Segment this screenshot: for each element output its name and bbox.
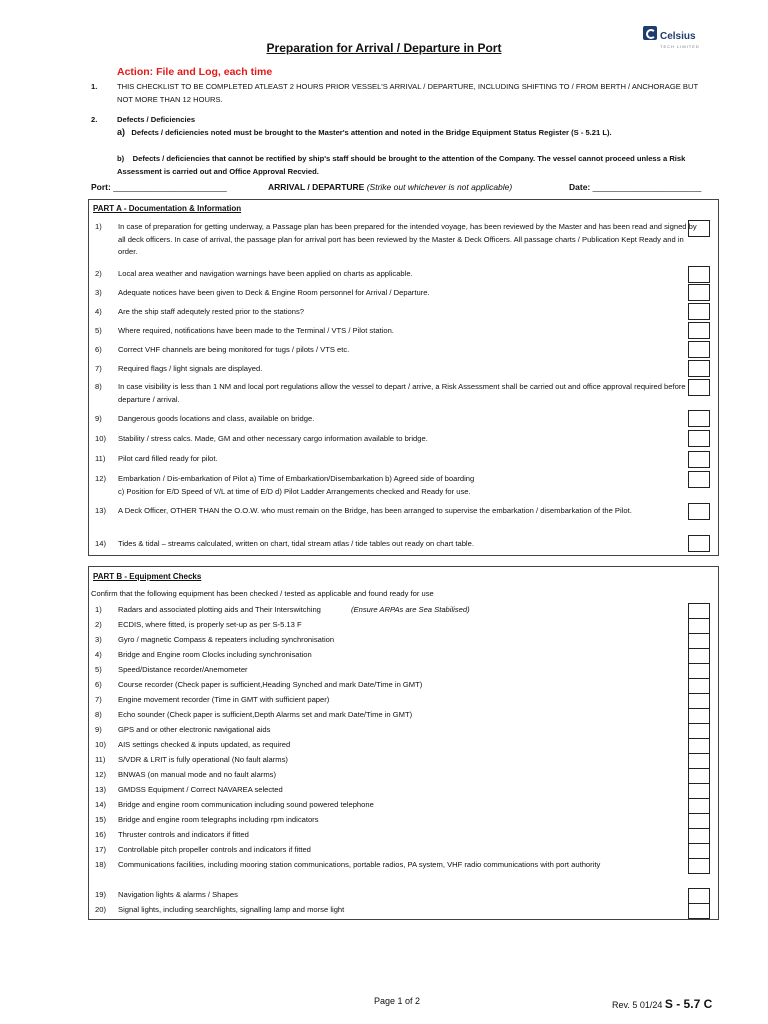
item-text: Stability / stress calcs. Made, GM and other necessary cargo information available to bridge. (118, 434, 428, 443)
part-b-checkbox-13[interactable] (688, 783, 710, 799)
item-number: 19) (95, 890, 106, 899)
item-text: Are the ship staff adequtely rested prior to the stations? (118, 307, 305, 316)
item-text: Echo sounder (Check paper is sufficient,Depth Alarms set and mark Date/Time in GMT) (118, 710, 413, 719)
part-b-checkbox-17[interactable] (688, 843, 710, 859)
item-number: 14) (95, 539, 106, 548)
intro-2-text: Defects / Deficiencies (117, 115, 196, 124)
defect-a-text: Defects / deficiencies noted must be brought to the Master's attention and noted in the Bridge Equipment Status Register (S - 5.21 L). (131, 128, 612, 137)
celsius-logo-icon (643, 26, 657, 40)
part-b-checkbox-12[interactable] (688, 768, 710, 784)
item-number: 20) (95, 905, 106, 914)
defect-b-text: Defects / deficiencies that cannot be rectified by ship's staff should be brought to the attention of the Company. The vessel cannot proceed unless a Risk Assessment is carried out and Office Approval Recvied. (117, 154, 686, 176)
item-text: Signal lights, including searchlights, signalling lamp and morse light (118, 905, 345, 914)
part-b-checkbox-1[interactable] (688, 603, 710, 619)
part-a-checkbox-3[interactable] (688, 284, 710, 301)
item-number: 1) (95, 222, 102, 231)
part-a-checkbox-12[interactable] (688, 471, 710, 488)
item-text: In case of preparation for getting underway, a Passage plan has been prepared for the intended voyage, has been reviewed by the Master and has been read and signed by all deck officers. In case of arrival, the passage plan for arrival port has been reviewed by the Master & Deck Officers. All passage charts / Publication Kept Ready and in order. (118, 222, 697, 256)
item-text: Controllable pitch propeller controls and indicators if fitted (118, 845, 311, 854)
part-b-checkbox-10[interactable] (688, 738, 710, 754)
part-b-checkbox-8[interactable] (688, 708, 710, 724)
defect-a (117, 126, 715, 139)
item-text: In case visibility is less than 1 NM and local port regulations allow the vessel to depart / arrive, a Risk Assessment shall be carried out and office approval required before departure / arrival. (118, 382, 686, 404)
item-text: Bridge and Engine room Clocks including synchronisation (118, 650, 312, 659)
page-number: Page 1 of 2 (374, 996, 421, 1006)
mode-note: (Strike out whichever is not applicable) (366, 182, 513, 192)
part-b-checkbox-7[interactable] (688, 693, 710, 709)
item-number: 10) (95, 434, 106, 443)
item-number: 8) (95, 382, 102, 391)
item-text: S/VDR & LRIT is fully operational (No fault alarms) (118, 755, 288, 764)
port-field[interactable] (91, 182, 227, 192)
item-text: GMDSS Equipment / Correct NAVAREA selected (118, 785, 283, 794)
part-a-checkbox-11[interactable] (688, 451, 710, 468)
item-number: 7) (95, 364, 102, 373)
item-text: Adequate notices have been given to Deck & Engine Room personnel for Arrival / Departure. (118, 288, 430, 297)
item-number: 4) (95, 650, 102, 659)
item-text: Embarkation / Dis-embarkation of Pilot a) Time of Embarkation/Disembarkation b) Agreed side of boarding (118, 474, 475, 483)
item-text: Bridge and engine room communication including sound powered telephone (118, 800, 374, 809)
part-a-checkbox-6[interactable] (688, 341, 710, 358)
part-a-checkbox-1[interactable] (688, 220, 710, 237)
page-title: Preparation for Arrival / Departure in Port (266, 41, 502, 55)
item-number: 8) (95, 710, 102, 719)
item-text: Thruster controls and indicators if fitted (118, 830, 249, 839)
item-number: 11) (95, 755, 106, 764)
mode-line (268, 182, 512, 192)
defect-a-label: a) (117, 127, 126, 137)
action-note: Action: File and Log, each time (117, 66, 273, 78)
item-text: Tides & tidal – streams calculated, written on chart, tidal stream atlas / tide tables out ready on chart table. (118, 539, 474, 548)
logo-name: Celsius (660, 31, 696, 42)
part-a-checkbox-13[interactable] (688, 503, 710, 520)
item-text: Communications facilities, including mooring station communications, portable radios, PA system, VHF radio communications with port authority (118, 860, 601, 869)
item-number: 12) (95, 770, 106, 779)
item-number: 14) (95, 800, 106, 809)
part-a-checkbox-5[interactable] (688, 322, 710, 339)
part-a-checkbox-7[interactable] (688, 360, 710, 377)
item-text: c) Position for E/D Speed of V/L at time of E/D d) Pilot Ladder Arrangements checked and Ready for use. (118, 487, 471, 496)
date-blank: _______________________ (592, 182, 702, 192)
item-number: 4) (95, 307, 102, 316)
intro-1-number: 1. (91, 82, 98, 91)
item-number: 2) (95, 269, 102, 278)
port-label: Port: (91, 182, 111, 192)
date-field[interactable] (569, 182, 701, 192)
port-blank: ________________________ (113, 182, 227, 192)
item-text: Where required, notifications have been made to the Terminal / VTS / Pilot station. (118, 326, 394, 335)
part-b-checkbox-14[interactable] (688, 798, 710, 814)
form-code: S - 5.7 C (664, 997, 713, 1011)
date-label: Date: (569, 182, 591, 192)
item-number: 17) (95, 845, 106, 854)
item-text: Course recorder (Check paper is sufficient,Heading Synched and mark Date/Time in GMT) (118, 680, 423, 689)
part-b-checkbox-4[interactable] (688, 648, 710, 664)
item-number: 15) (95, 815, 106, 824)
item-text: Engine movement recorder (Time in GMT with sufficient paper) (118, 695, 330, 704)
item-number: 6) (95, 345, 102, 354)
item-text: Pilot card filled ready for pilot. (118, 454, 218, 463)
part-b-checkbox-16[interactable] (688, 828, 710, 844)
item-text: Speed/Distance recorder/Anemometer (118, 665, 248, 674)
item-number: 16) (95, 830, 106, 839)
part-a-checkbox-4[interactable] (688, 303, 710, 320)
part-b-checkbox-2[interactable] (688, 618, 710, 634)
item-number: 2) (95, 620, 102, 629)
part-b-checkbox-18[interactable] (688, 858, 710, 874)
item-emphasis: (Ensure ARPAs are Sea Stabilised) (351, 605, 470, 614)
part-a-checkbox-8[interactable] (688, 379, 710, 396)
item-number: 6) (95, 680, 102, 689)
mode-label: ARRIVAL / DEPARTURE (268, 182, 365, 192)
revision-text: Rev. 5 01/24 (612, 1000, 663, 1010)
logo-subtitle: TECH LIMITED (660, 44, 700, 49)
part-b-checkbox-9[interactable] (688, 723, 710, 739)
part-a-checkbox-2[interactable] (688, 266, 710, 283)
item-number: 1) (95, 605, 102, 614)
item-text: A Deck Officer, OTHER THAN the O.O.W. who must remain on the Bridge, has been arranged to supervise the embarkation / disembarkation of the Pilot. (118, 506, 632, 515)
item-text: Required flags / light signals are displayed. (118, 364, 263, 373)
item-number: 10) (95, 740, 106, 749)
part-a-checkbox-14[interactable] (688, 535, 710, 552)
item-number: 9) (95, 414, 102, 423)
item-number: 12) (95, 474, 106, 483)
part-b-checkbox-15[interactable] (688, 813, 710, 829)
item-number: 18) (95, 860, 106, 869)
defect-b (117, 152, 715, 178)
revision (612, 997, 712, 1011)
item-number: 3) (95, 635, 102, 644)
part-b-heading: PART B - Equipment Checks (93, 572, 202, 581)
item-number: 13) (95, 785, 106, 794)
part-b-intro: Confirm that the following equipment has been checked / tested as applicable and found ready for use (91, 589, 434, 598)
defect-b-label: b) (117, 154, 125, 163)
part-b-checkbox-20[interactable] (688, 903, 710, 919)
item-number: 11) (95, 454, 106, 463)
item-number: 5) (95, 665, 102, 674)
item-text: ECDIS, where fitted, is properly set-up as per S-5.13 F (118, 620, 302, 629)
part-a-checkbox-10[interactable] (688, 430, 710, 447)
part-a-checkbox-9[interactable] (688, 410, 710, 427)
item-text: Radars and associated plotting aids and Their Interswitching (118, 605, 321, 614)
part-b-checkbox-19[interactable] (688, 888, 710, 904)
item-text: Gyro / magnetic Compass & repeaters including synchronisation (118, 635, 335, 644)
item-number: 3) (95, 288, 102, 297)
part-b-checkbox-6[interactable] (688, 678, 710, 694)
item-text: Dangerous goods locations and class, available on bridge. (118, 414, 315, 423)
intro-2-number: 2. (91, 115, 98, 124)
item-text: GPS and or other electronic navigational aids (118, 725, 271, 734)
part-b-checkbox-11[interactable] (688, 753, 710, 769)
intro-1-text: THIS CHECKLIST TO BE COMPLETED ATLEAST 2 HOURS PRIOR VESSEL'S ARRIVAL / DEPARTURE, INCLUDING SHIFTING TO / FROM BERTH / ANCHORAGE BUT NOT MORE THAN 12 HOURS. (117, 82, 698, 104)
part-b-checkbox-5[interactable] (688, 663, 710, 679)
item-text: Correct VHF channels are being monitored for tugs / pilots / VTS etc. (118, 345, 350, 354)
item-text: Local area weather and navigation warnings have been applied on charts as applicable. (118, 269, 413, 278)
item-number: 13) (95, 506, 106, 515)
item-text: BNWAS (on manual mode and no fault alarms) (118, 770, 276, 779)
item-text: Bridge and engine room telegraphs including rpm indicators (118, 815, 319, 824)
item-text: Navigation lights & alarms / Shapes (118, 890, 238, 899)
part-a-heading: PART A - Documentation & Information (93, 204, 242, 213)
item-number: 7) (95, 695, 102, 704)
item-text: AIS settings checked & inputs updated, as required (118, 740, 291, 749)
item-number: 5) (95, 326, 102, 335)
item-number: 9) (95, 725, 102, 734)
part-b-checkbox-3[interactable] (688, 633, 710, 649)
